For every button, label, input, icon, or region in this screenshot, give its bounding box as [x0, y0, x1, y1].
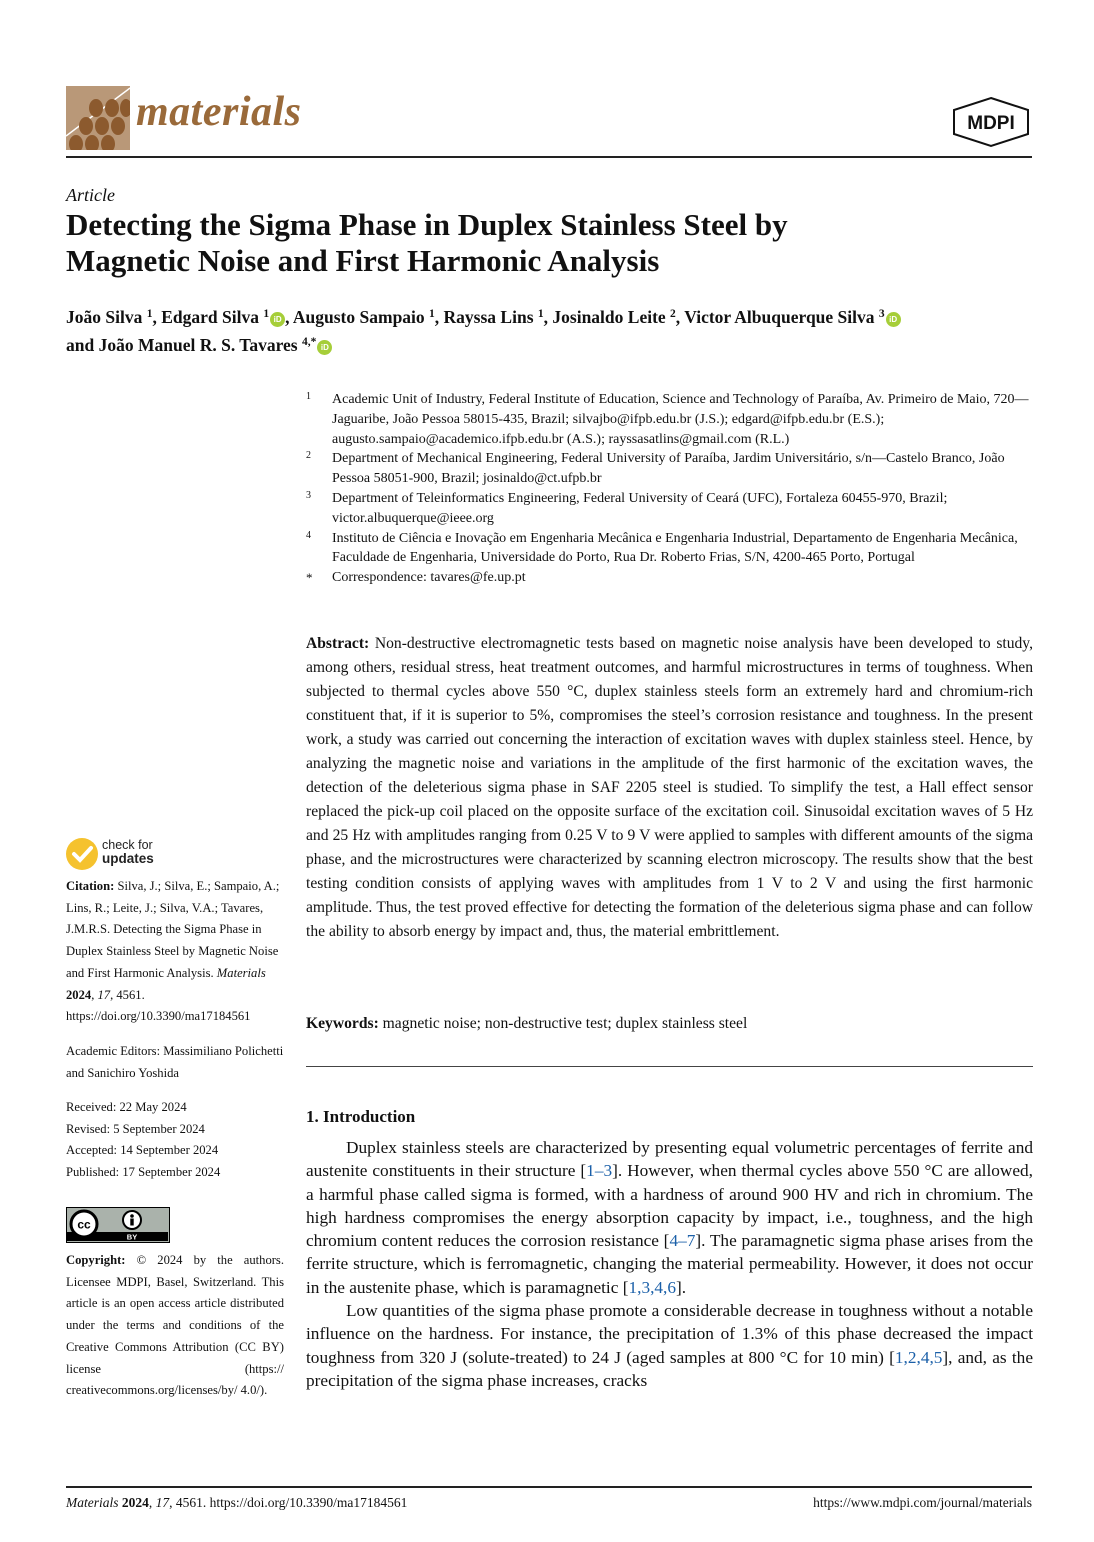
footer-citation: Materials 2024, 17, 4561. https://doi.org/10.3390/ma17184561 [66, 1495, 408, 1510]
author[interactable]: Victor Albuquerque Silva [684, 307, 875, 327]
published-date: Published: 17 September 2024 [66, 1165, 221, 1180]
svg-text:cc: cc [77, 1217, 91, 1232]
academic-editors: Academic Editors: Massimiliano Polichetti and Sanichiro Yoshida [66, 1044, 284, 1080]
author[interactable]: João Manuel R. S. Tavares [98, 335, 298, 355]
copyright: Copyright: © 2024 by the authors. Licensee MDPI, Basel, Switzerland. This article is an open access article distributed under the terms and conditions of the Creative Commons Attribution (CC BY) license (https:// creativecommons.org/licenses/by/ 4.0/). [66, 1253, 284, 1398]
article-type: Article [66, 185, 115, 205]
revised-date: Revised: 5 September 2024 [66, 1121, 205, 1136]
citation-link[interactable]: 4–7 [669, 1231, 696, 1251]
orcid-icon[interactable]: iD [886, 312, 901, 327]
author[interactable]: João Silva [66, 307, 143, 327]
orcid-icon[interactable]: iD [317, 340, 332, 355]
correspondence: * Correspondence: tavares@fe.up.pt [306, 570, 526, 586]
received-date: Received: 22 May 2024 [66, 1100, 187, 1114]
checkmark-icon [66, 838, 98, 870]
section-divider [306, 1066, 1033, 1067]
svg-text:MDPI: MDPI [967, 113, 1015, 134]
keywords-text: magnetic noise; non-destructive test; duplex stainless steel [382, 1015, 748, 1032]
citation-link[interactable]: 1,2,4,5 [894, 1347, 943, 1367]
abstract [306, 632, 1033, 944]
cc-by-license-icon[interactable] [66, 1207, 170, 1243]
affiliations [306, 390, 1036, 588]
journal-logo-icon [66, 86, 130, 150]
section-heading: 1. Introduction [306, 1107, 416, 1126]
affiliation: 3 Department of Teleinformatics Engineering, Federal University of Ceará (UFC), Fortaleza 60455-970, Brazil; victor.albuquerque@ieee.org [306, 489, 948, 526]
abstract-text: Non-destructive electromagnetic tests based on magnetic noise analysis have been developed to study, among others, residual stress, heat treatment outcomes, and harmful microstructures in terms of toughness. When subjected to thermal cycles above 550 °C, duplex stainless steels form an extremely hard and chromium-rich constituent that, if it is superior to 5%, compromises the steel’s corrosion resistance and toughness. In the present work, a study was carried out concerning the interaction of excitation waves with duplex stainless steel. Hence, by analyzing the magnetic noise and variations in the amplitude of the first harmonic of the excitation waves, the detection of the deleterious sigma phase in SAF 2205 steel is studied. To simplify the test, a Hall effect sensor replaced the pick-up coil placed on the opposite surface of the excitation coil. Sinusoidal excitation waves of 5 Hz and 25 Hz with amplitudes ranging from 0.25 V to 9 V were applied to samples with different amounts of the sigma phase, and the microstructures were characterized by scanning electron microscopy. The results show that the best testing condition consists of applying waves with amplitudes from 1 V to 2 V and using the first harmonic amplitude. Thus, the test proved effective for detecting the formation of the deleterious sigma phase and can follow the ability to absorb energy by impact and, thus, the material embrittlement. [306, 635, 1033, 940]
article-title: Detecting the Sigma Phase in Duplex Stainless Steel by Magnetic Noise and First Harmonic Analysis [66, 207, 788, 278]
author[interactable]: Josinaldo Leite [552, 307, 666, 327]
check-for-updates-button[interactable]: check for updates [66, 838, 296, 874]
affiliation: 2 Department of Mechanical Engineering, Federal University of Paraíba, Jardim Universitário, s/n—Castelo Branco, João Pessoa 58051-900, Brazil; josinaldo@ct.ufpb.br [306, 450, 1005, 487]
doi-link[interactable]: https://doi.org/10.3390/ma17184561 [66, 1009, 251, 1024]
citation-link[interactable]: 1,3,4,6 [628, 1277, 677, 1297]
author-list: João Silva $^1$, Edgard Silva $^1$ iD , Augusto Sampaio $^1$, Rayssa Lins $^1$, Josinaldo Leite $^2$, Victor Albuquerque Silva $^3$ iD and João Manuel R. S. Tavares $^{4,*}$ iD [66, 302, 1046, 358]
paragraph: Duplex stainless steels are characterized by presenting equal volumetric percentages of ferrite and austenite constituents in their structure [1–3]. However, when thermal cycles above 550 °C are allowed, a harmful phase called sigma is formed, with a hardness of around 900 HV and rich in chromium. The high hardness compromises the energy absorption capacity by impact, i.e., toughness, and the high chromium content reduces the corrosion resistance [4–7]. The paramagnetic sigma phase arises from the ferrite structure, which is ferromagnetic, changing the material permeability. However, it does not occur in the austenite phase, which is paramagnetic [1,3,4,6]. [306, 1138, 1034, 1297]
header-divider [66, 156, 1032, 158]
footer-divider [66, 1486, 1032, 1488]
mdpi-logo-icon [948, 96, 1034, 148]
affiliation: 1 Academic Unit of Industry, Federal Institute of Education, Science and Technology of Paraíba, Av. Primeiro de Maio, 720—Jaguaribe, João Pessoa 58015-435, Brazil; silvajbo@ifpb.edu.br (J.S.); edgard@ifpb.edu.br (E.S.); augusto.sampaio@academico.ifpb.edu.br (A.S.); rayssasatlins@gmail.com (R.L.) [306, 391, 1029, 447]
citation-link[interactable]: 1–3 [586, 1161, 613, 1181]
author[interactable]: Rayssa Lins [443, 307, 534, 327]
journal-url-link[interactable]: https://www.mdpi.com/journal/materials [813, 1495, 1032, 1510]
dates [66, 1097, 284, 1184]
affiliation: 4 Instituto de Ciência e Inovação em Engenharia Mecânica e Engenharia Industrial, Departamento de Engenharia Mecânica, Faculdade de Engenharia, Universidade do Porto, Rua Dr. Roberto Frias, S/N, 4200-465 Porto, Portugal [306, 529, 1018, 566]
paragraph: Low quantities of the sigma phase promote a considerable decrease in toughness without a notable influence on the hardness. For instance, the precipitation of 1.3% of this phase decreased the impact toughness from 320 J (solute-treated) to 24 J (aged samples at 800 °C for 10 min) [1,2,4,5], and, as the precipitation of the sigma phase increases, cracks [306, 1301, 1033, 1390]
keywords-label: Keywords: [306, 1015, 379, 1032]
orcid-icon[interactable]: iD [270, 312, 285, 327]
abstract-label: Abstract: [306, 635, 370, 652]
journal-name: materials [136, 89, 302, 135]
accepted-date: Accepted: 14 September 2024 [66, 1143, 219, 1158]
author[interactable]: Edgard Silva [161, 307, 259, 327]
citation: Citation: Silva, J.; Silva, E.; Sampaio, A.; Lins, R.; Leite, J.; Silva, V.A.; Tavares, J.M.R.S. Detecting the Sigma Phase in Duplex Stainless Steel by Magnetic Noise and First Harmonic Analysis. Materials 2024, 17, 4561. https://doi.org/10.3390/ma17184561 [66, 879, 280, 1024]
author[interactable]: Augusto Sampaio [292, 307, 425, 327]
svg-text:BY: BY [126, 1232, 138, 1241]
introduction-body [306, 1136, 1033, 1392]
keywords [306, 1015, 1033, 1033]
